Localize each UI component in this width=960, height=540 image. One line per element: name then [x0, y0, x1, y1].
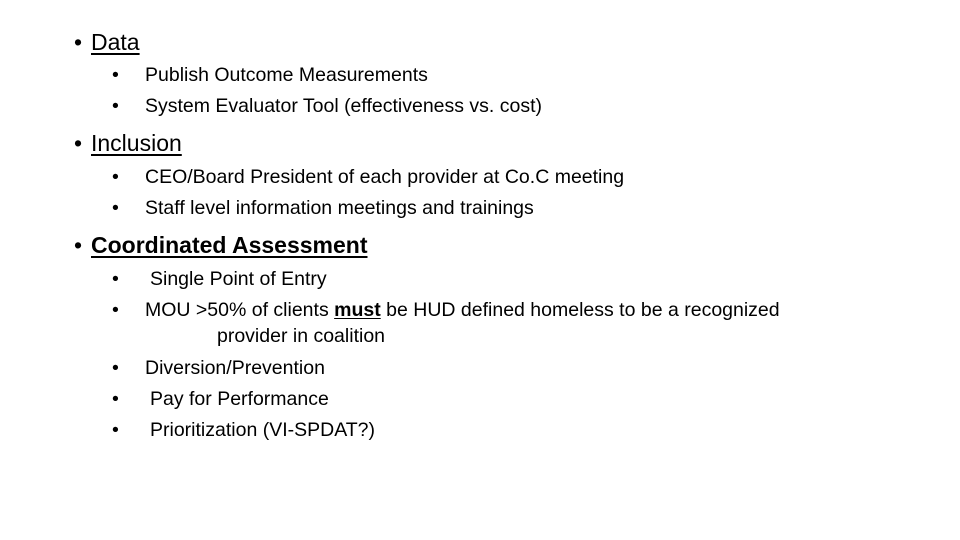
bullet-icon: • [112, 388, 119, 410]
bullet-icon: • [112, 299, 119, 321]
bullet-icon: • [112, 268, 119, 290]
bullet-icon: • [112, 166, 119, 188]
bullet-icon: • [112, 95, 119, 117]
item-text-part: be HUD defined homeless to be a recognized [380, 299, 780, 321]
bullet-icon: • [74, 29, 83, 55]
emphasis-text: must [334, 299, 381, 321]
bullet-icon: • [112, 64, 119, 86]
item-text-continuation: provider in coalition [217, 325, 386, 347]
heading-text: Data [91, 29, 140, 55]
item-text: Diversion/Prevention [145, 357, 325, 379]
item-text: Pay for Performance [150, 388, 329, 410]
heading-inclusion [74, 129, 182, 157]
heading-data [74, 28, 140, 56]
item-text: Publish Outcome Measurements [145, 64, 428, 86]
heading-text: Coordinated Assessment [91, 232, 368, 258]
item-text-part: MOU >50% of clients [145, 299, 335, 321]
item-text: Staff level information meetings and trainings [145, 197, 534, 219]
item-text: System Evaluator Tool (effectiveness vs. cost) [145, 95, 543, 117]
bullet-icon: • [74, 130, 83, 156]
item-text: Single Point of Entry [150, 268, 327, 290]
heading-text: Inclusion [91, 130, 182, 156]
bullet-icon: • [112, 197, 119, 219]
bullet-icon: • [112, 357, 119, 379]
bullet-icon: • [112, 419, 119, 441]
item-text: CEO/Board President of each provider at Co.C meeting [145, 166, 625, 188]
heading-coordinated-assessment [74, 231, 368, 259]
item-text [145, 298, 780, 322]
bullet-icon: • [74, 232, 83, 258]
item-text: Prioritization (VI-SPDAT?) [150, 419, 376, 441]
